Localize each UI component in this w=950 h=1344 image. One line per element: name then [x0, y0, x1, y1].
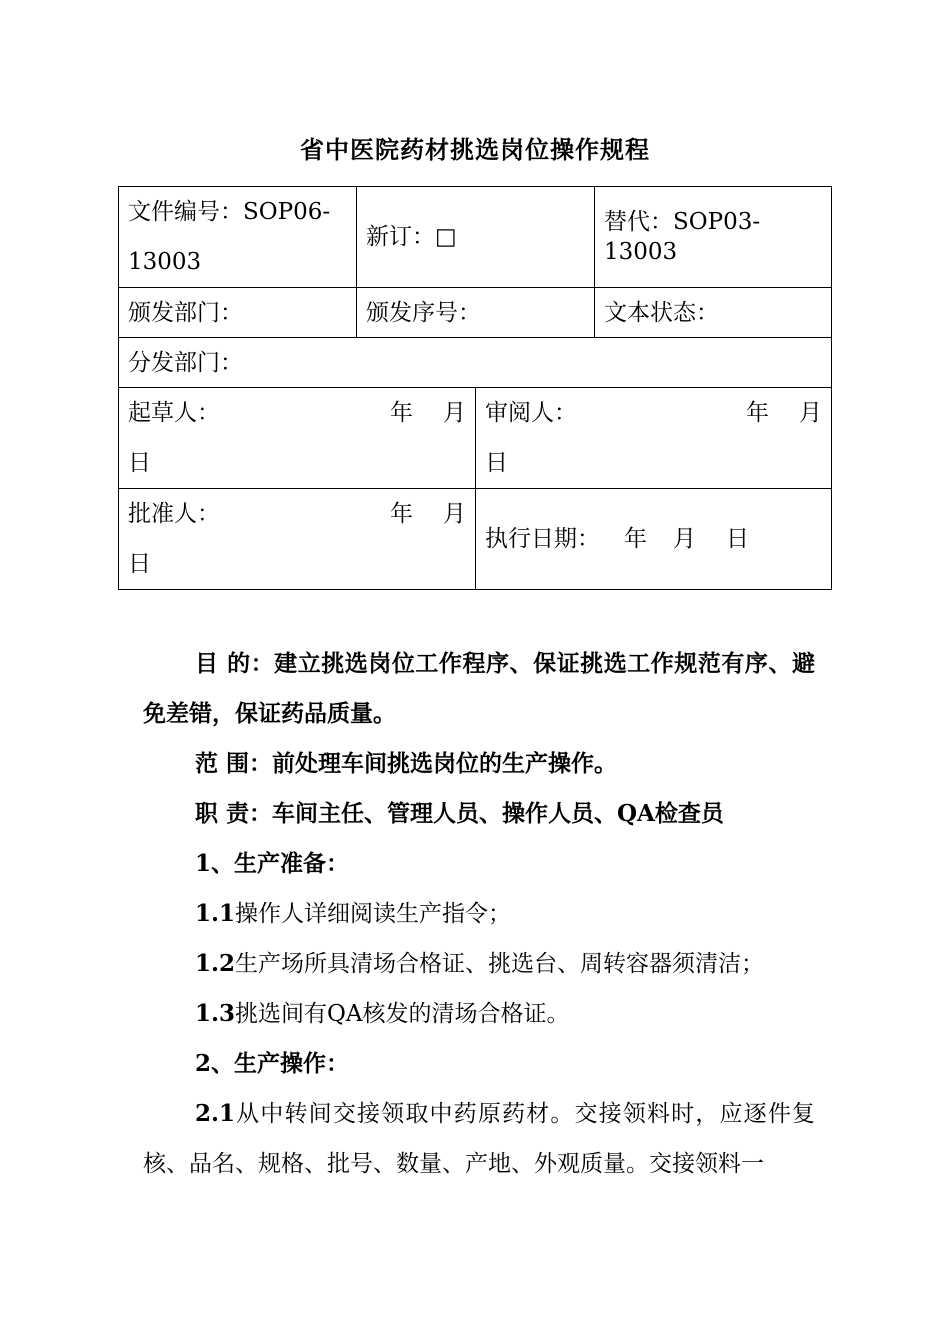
exec-date-year: 年 — [624, 526, 647, 552]
drafter-date-ym: 年 月 — [390, 400, 466, 426]
item-1-3-text: 挑选间有QA核发的清场合格证。 — [235, 1001, 570, 1027]
purpose-paragraph: 目 的：建立挑选岗位工作程序、保证挑选工作规范有序、避免差错，保证药品质量。 — [143, 650, 815, 727]
approver-date-ym: 年 月 — [390, 501, 466, 527]
item-1-2-number: 1.2 — [195, 950, 236, 977]
section-2-heading: 2、生产操作： — [195, 1050, 350, 1077]
item-1-1-text: 操作人详细阅读生产指令； — [235, 901, 512, 927]
file-number: 文件编号：SOP06-13003 — [128, 199, 331, 275]
issue-dept: 颁发部门： — [128, 300, 243, 326]
item-2-1-number: 2.1 — [195, 1100, 236, 1127]
reviewer-date-ym: 年 月 — [746, 400, 822, 426]
issue-dept-cell — [118, 287, 357, 338]
section-1-heading: 1、生产准备： — [195, 850, 350, 877]
distribute-dept: 分发部门： — [128, 350, 243, 376]
item-1-2 — [143, 939, 815, 989]
replaces: 替代：SOP03-13003 — [604, 209, 761, 265]
revision: 新订：□ — [366, 224, 457, 250]
file-number-cell — [118, 186, 357, 288]
reviewer-date-day: 日 — [485, 450, 508, 476]
duty-paragraph: 职 责：车间主任、管理人员、操作人员、QA检查员 — [195, 800, 724, 827]
approver: 批准人： — [128, 501, 220, 527]
issue-seq: 颁发序号： — [366, 300, 481, 326]
item-2-1 — [143, 1089, 815, 1189]
approver-date-day: 日 — [128, 551, 151, 577]
drafter: 起草人： — [128, 400, 220, 426]
scope-paragraph: 范 围：前处理车间挑选岗位的生产操作。 — [195, 750, 618, 777]
exec-date-label: 执行日期： — [485, 526, 600, 552]
item-1-1 — [143, 889, 815, 939]
approver-cell — [118, 488, 476, 590]
item-2-1-text: 从中转间交接领取中药原药材。交接领料时，应逐件复核、品名、规格、批号、数量、产地、外观质量。交接领料一 — [143, 1101, 815, 1177]
text-status-cell — [594, 287, 832, 338]
item-1-2-text: 生产场所具清场合格证、挑选台、周转容器须清洁； — [235, 951, 765, 977]
issue-seq-cell — [356, 287, 595, 338]
revision-cell — [356, 186, 595, 288]
text-status: 文本状态： — [604, 300, 719, 326]
replaces-cell — [594, 186, 832, 288]
distribute-dept-cell — [118, 337, 832, 388]
drafter-cell — [118, 387, 476, 489]
item-1-3-number: 1.3 — [195, 1000, 236, 1027]
exec-date-month: 月 — [673, 526, 696, 552]
reviewer: 审阅人： — [485, 400, 577, 426]
item-1-1-number: 1.1 — [195, 900, 236, 927]
item-1-3 — [143, 989, 815, 1039]
exec-date-cell — [475, 488, 832, 590]
exec-date-day: 日 — [726, 526, 749, 552]
document-title: 省中医院药材挑选岗位操作规程 — [300, 135, 650, 164]
drafter-date-day: 日 — [128, 450, 151, 476]
reviewer-cell — [475, 387, 832, 489]
